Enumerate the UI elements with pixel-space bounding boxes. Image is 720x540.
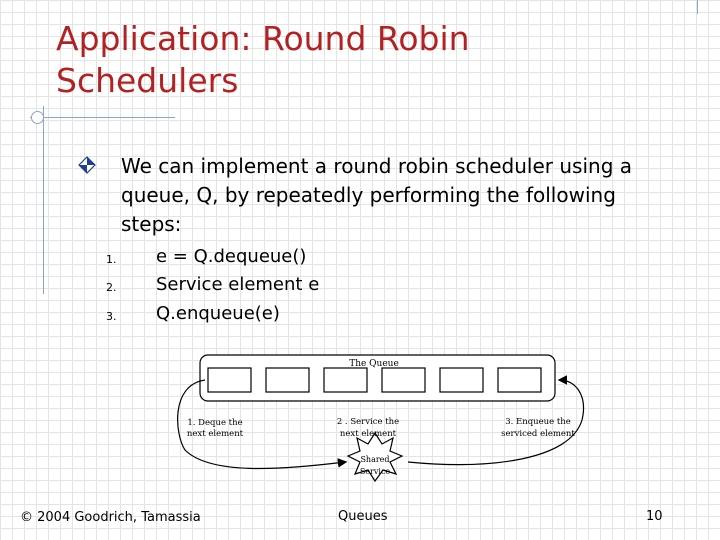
enqueue-label: 3. Enqueue the	[505, 417, 571, 427]
step-item	[106, 246, 426, 276]
decorative-horizontal-line	[30, 117, 175, 118]
enqueue-label: serviced element	[501, 429, 575, 439]
shared-service-label: Shared	[360, 455, 390, 464]
diamond-bullet-icon	[77, 155, 97, 175]
queue-slot	[324, 368, 367, 392]
slide-title-line-1: Application: Round Robin	[56, 19, 470, 58]
slide-title	[56, 18, 616, 102]
step-text: e = Q.dequeue()	[156, 246, 307, 267]
queue-slot	[440, 368, 483, 392]
queue-slot	[266, 368, 309, 392]
decorative-corner-line	[697, 0, 698, 14]
dequeue-label: next element	[186, 429, 244, 439]
footer-copyright: © 2004 Goodrich, Tamassia	[20, 510, 201, 525]
step-number: 3.	[106, 310, 117, 323]
step-text: Service element e	[156, 274, 320, 295]
decorative-circle	[31, 111, 44, 124]
dequeue-label: 1. Deque the	[187, 418, 243, 428]
queue-slot	[382, 368, 425, 392]
queue-label: The Queue	[349, 359, 399, 369]
shared-service-label: Service	[359, 467, 391, 476]
round-robin-diagram	[150, 350, 610, 500]
step-number: 2.	[106, 281, 117, 294]
footer-topic: Queues	[338, 509, 388, 524]
service-label: 2 . Service the	[336, 417, 400, 427]
step-item	[106, 274, 426, 304]
service-label: next element	[339, 429, 397, 439]
step-text: Q.enqueue(e)	[156, 303, 280, 324]
queue-slot	[498, 368, 541, 392]
step-item	[106, 303, 426, 333]
step-number: 1.	[106, 253, 117, 266]
queue-slot	[208, 368, 251, 392]
slide-title-line-2: Schedulers	[56, 61, 239, 100]
decorative-vertical-line	[43, 106, 44, 294]
bullet-text: We can implement a round robin scheduler using a queue, Q, by repeatedly performing the following steps:	[121, 154, 632, 236]
page-number: 10	[646, 509, 663, 524]
